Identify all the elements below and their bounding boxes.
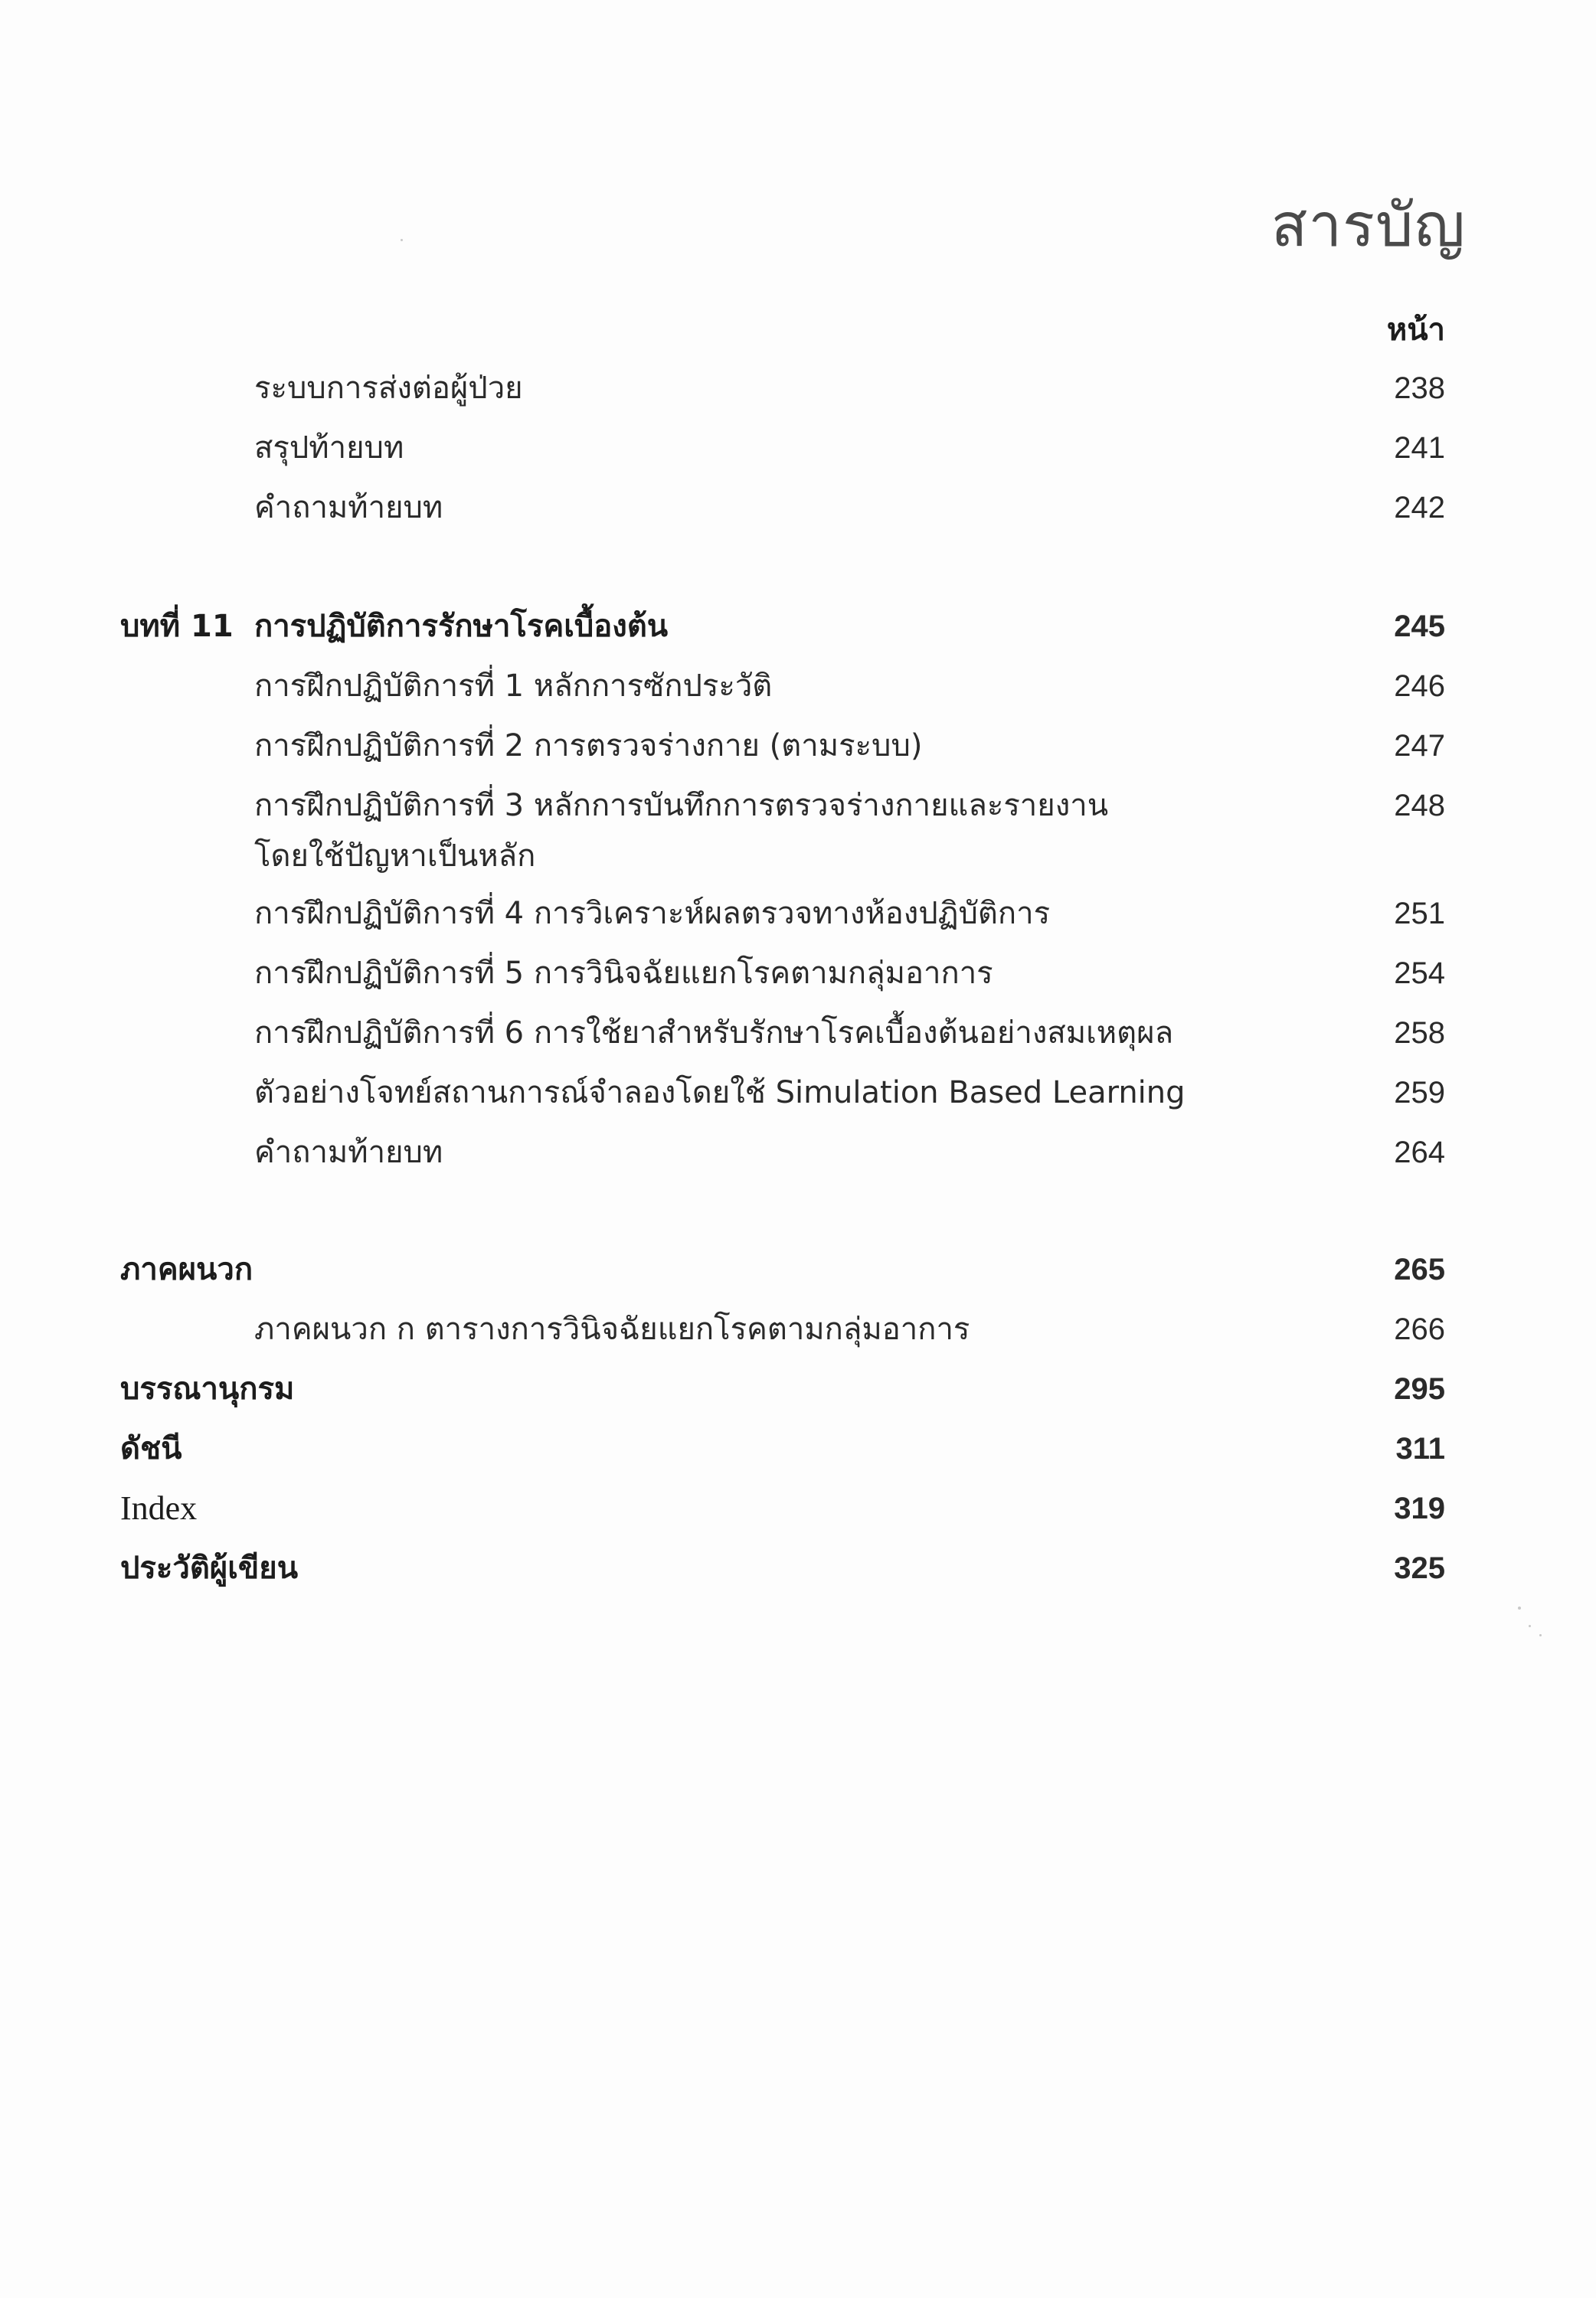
toc-entry-text: การฝึกปฏิบัติการที่ 4 การวิเคราะห์ผลตรวจทางห้องปฏิบัติการ xyxy=(254,896,1051,931)
scan-speck xyxy=(1539,1634,1542,1636)
toc-entry xyxy=(0,780,1596,831)
toc-entry xyxy=(0,721,1596,771)
toc-entry-text: ตัวอย่างโจทย์สถานการณ์จำลองโดยใช้ Simulation Based Learning xyxy=(254,1075,1186,1110)
toc-entry-page: 241 xyxy=(1394,431,1445,465)
appendix-heading xyxy=(0,1244,1596,1295)
toc-entry-continuation xyxy=(0,831,1596,881)
back-matter-entry xyxy=(0,1483,1596,1534)
toc-entry xyxy=(0,1067,1596,1118)
scan-speck xyxy=(1529,1625,1531,1627)
toc-entry-page: 238 xyxy=(1394,371,1445,405)
back-matter-page: 325 xyxy=(1394,1551,1445,1585)
toc-entry-page: 248 xyxy=(1394,789,1445,822)
toc-entry-page: 258 xyxy=(1394,1016,1445,1050)
toc-entry-text: ระบบการส่งต่อผู้ป่วย xyxy=(254,371,523,406)
back-matter-title: ดัชนี xyxy=(120,1431,182,1466)
back-matter-page: 319 xyxy=(1394,1492,1445,1525)
toc-entry xyxy=(0,1127,1596,1178)
toc-entry-text: การฝึกปฏิบัติการที่ 5 การวินิจฉัยแยกโรคตามกลุ่มอาการ xyxy=(254,956,993,991)
appendix-page: 265 xyxy=(1394,1253,1445,1286)
toc-entry xyxy=(0,1008,1596,1058)
toc-entry-text: การฝึกปฏิบัติการที่ 1 หลักการซักประวัติ xyxy=(254,668,773,704)
toc-entry-page: 259 xyxy=(1394,1076,1445,1110)
toc-entry-text: การฝึกปฏิบัติการที่ 2 การตรวจร่างกาย (ตามระบบ) xyxy=(254,728,923,763)
appendix-title: ภาคผนวก xyxy=(120,1252,253,1287)
back-matter-entry xyxy=(0,1364,1596,1414)
toc-entry-page: 254 xyxy=(1394,956,1445,990)
toc-entry-text: คำถามท้ายบท xyxy=(254,1135,443,1170)
toc-entry-page: 247 xyxy=(1394,729,1445,763)
toc-entry-text: คำถามท้ายบท xyxy=(254,490,443,525)
toc-entry-text: ภาคผนวก ก ตารางการวินิจฉัยแยกโรคตามกลุ่มอาการ xyxy=(254,1312,970,1347)
toc-entry-text: การฝึกปฏิบัติการที่ 6 การใช้ยาสำหรับรักษาโรคเบื้องต้นอย่างสมเหตุผล xyxy=(254,1015,1174,1051)
chapter-title: การปฏิบัติการรักษาโรคเบื้องต้น xyxy=(254,609,669,644)
toc-entry-text: สรุปท้ายบท xyxy=(254,430,404,466)
back-matter-page: 311 xyxy=(1395,1432,1445,1466)
scan-speck xyxy=(1518,1607,1521,1610)
toc-entry-page: 251 xyxy=(1394,897,1445,930)
page-title: สารบัญ xyxy=(1271,191,1466,260)
toc-entry xyxy=(0,888,1596,939)
chapter-page: 245 xyxy=(1394,610,1445,643)
toc-entry xyxy=(0,363,1596,414)
toc-entry-page: 264 xyxy=(1394,1136,1445,1169)
toc-entry xyxy=(0,1304,1596,1355)
toc-entry-page: 242 xyxy=(1394,491,1445,525)
scan-speck xyxy=(401,239,403,241)
back-matter-title: ประวัติผู้เขียน xyxy=(120,1551,299,1586)
back-matter-entry xyxy=(0,1424,1596,1474)
page-column-label: หน้า xyxy=(1386,312,1445,348)
back-matter-title: บรรณานุกรม xyxy=(120,1371,295,1407)
toc-entry-page: 246 xyxy=(1394,669,1445,703)
back-matter-entry xyxy=(0,1543,1596,1594)
toc-entry xyxy=(0,948,1596,999)
chapter-number: บทที่ 11 xyxy=(120,609,234,644)
back-matter-title: Index xyxy=(120,1489,198,1527)
toc-entry-page: 266 xyxy=(1394,1312,1445,1346)
toc-entry xyxy=(0,482,1596,533)
back-matter-page: 295 xyxy=(1394,1372,1445,1406)
toc-entry xyxy=(0,661,1596,711)
toc-entry-text-line2: โดยใช้ปัญหาเป็นหลัก xyxy=(254,838,536,874)
chapter-heading xyxy=(0,601,1596,652)
toc-entry-text: การฝึกปฏิบัติการที่ 3 หลักการบันทึกการตรวจร่างกายและรายงาน xyxy=(254,788,1109,823)
toc-entry xyxy=(0,423,1596,473)
